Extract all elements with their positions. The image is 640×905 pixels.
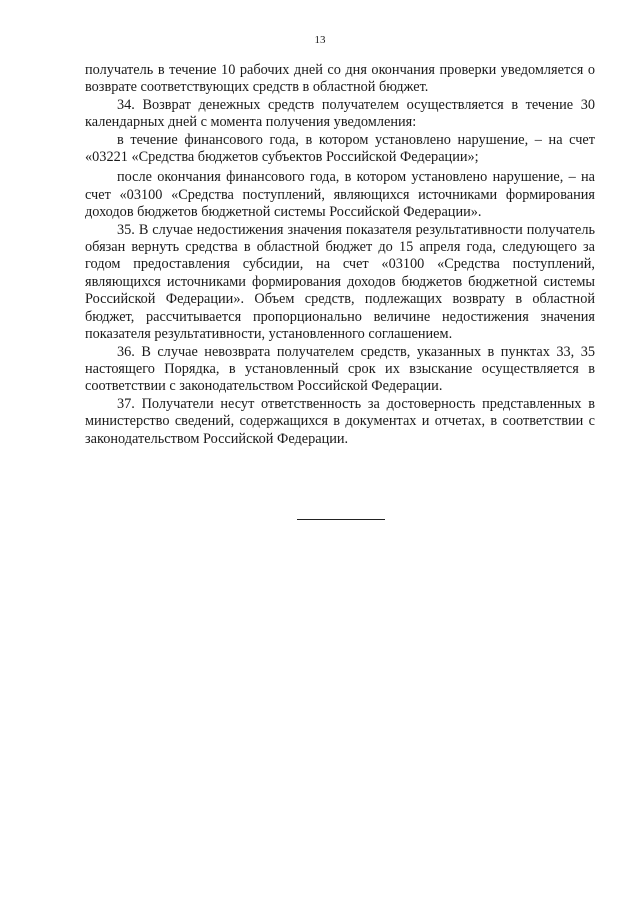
paragraph-34-after-year: после окончания финансового года, в котором установлено нарушение, – на счет «03100 «Средства поступлений, являющихся источниками формирования доходов бюджетов бюджетной системы Российской Федерации». [85, 169, 595, 221]
end-divider [297, 519, 385, 520]
paragraph-continuation: получатель в течение 10 рабочих дней со дня окончания проверки уведомляется о возврате соответствующих средств в областной бюджет. [85, 62, 595, 96]
page-number: 13 [314, 34, 326, 46]
paragraph-34: 34. Возврат денежных средств получателем осуществляется в течение 30 календарных дней с момента получения уведомления: [85, 96, 595, 131]
paragraph-34-within-year: в течение финансового года, в котором установлено нарушение, – на счет «03221 «Средства бюджетов субъектов Российской Федерации»; [85, 131, 595, 166]
paragraph-37: 37. Получатели несут ответственность за достоверность представленных в министерство сведений, содержащихся в документах и отчетах, в соответствии с законодательством Российской Федерации. [85, 395, 595, 447]
document-body [85, 62, 595, 448]
paragraph-35: 35. В случае недостижения значения показателя результативности получатель обязан вернуть средства в областной бюджет до 15 апреля года, следующего за годом предоставления субсидии, на счет «03100 «Средства поступлений, являющихся источниками формирования доходов бюджетов бюджетной системы Российской Федерации». Объем средств, подлежащих возврату в областной бюджет, рассчитывается пропорционально величине недостижения значения показателя результативности, установленного соглашением. [85, 221, 595, 343]
paragraph-36: 36. В случае невозврата получателем средств, указанных в пунктах 33, 35 настоящего Порядка, в установленный срок их взыскание осуществляется в соответствии с законодательством Российской Федерации. [85, 343, 595, 395]
